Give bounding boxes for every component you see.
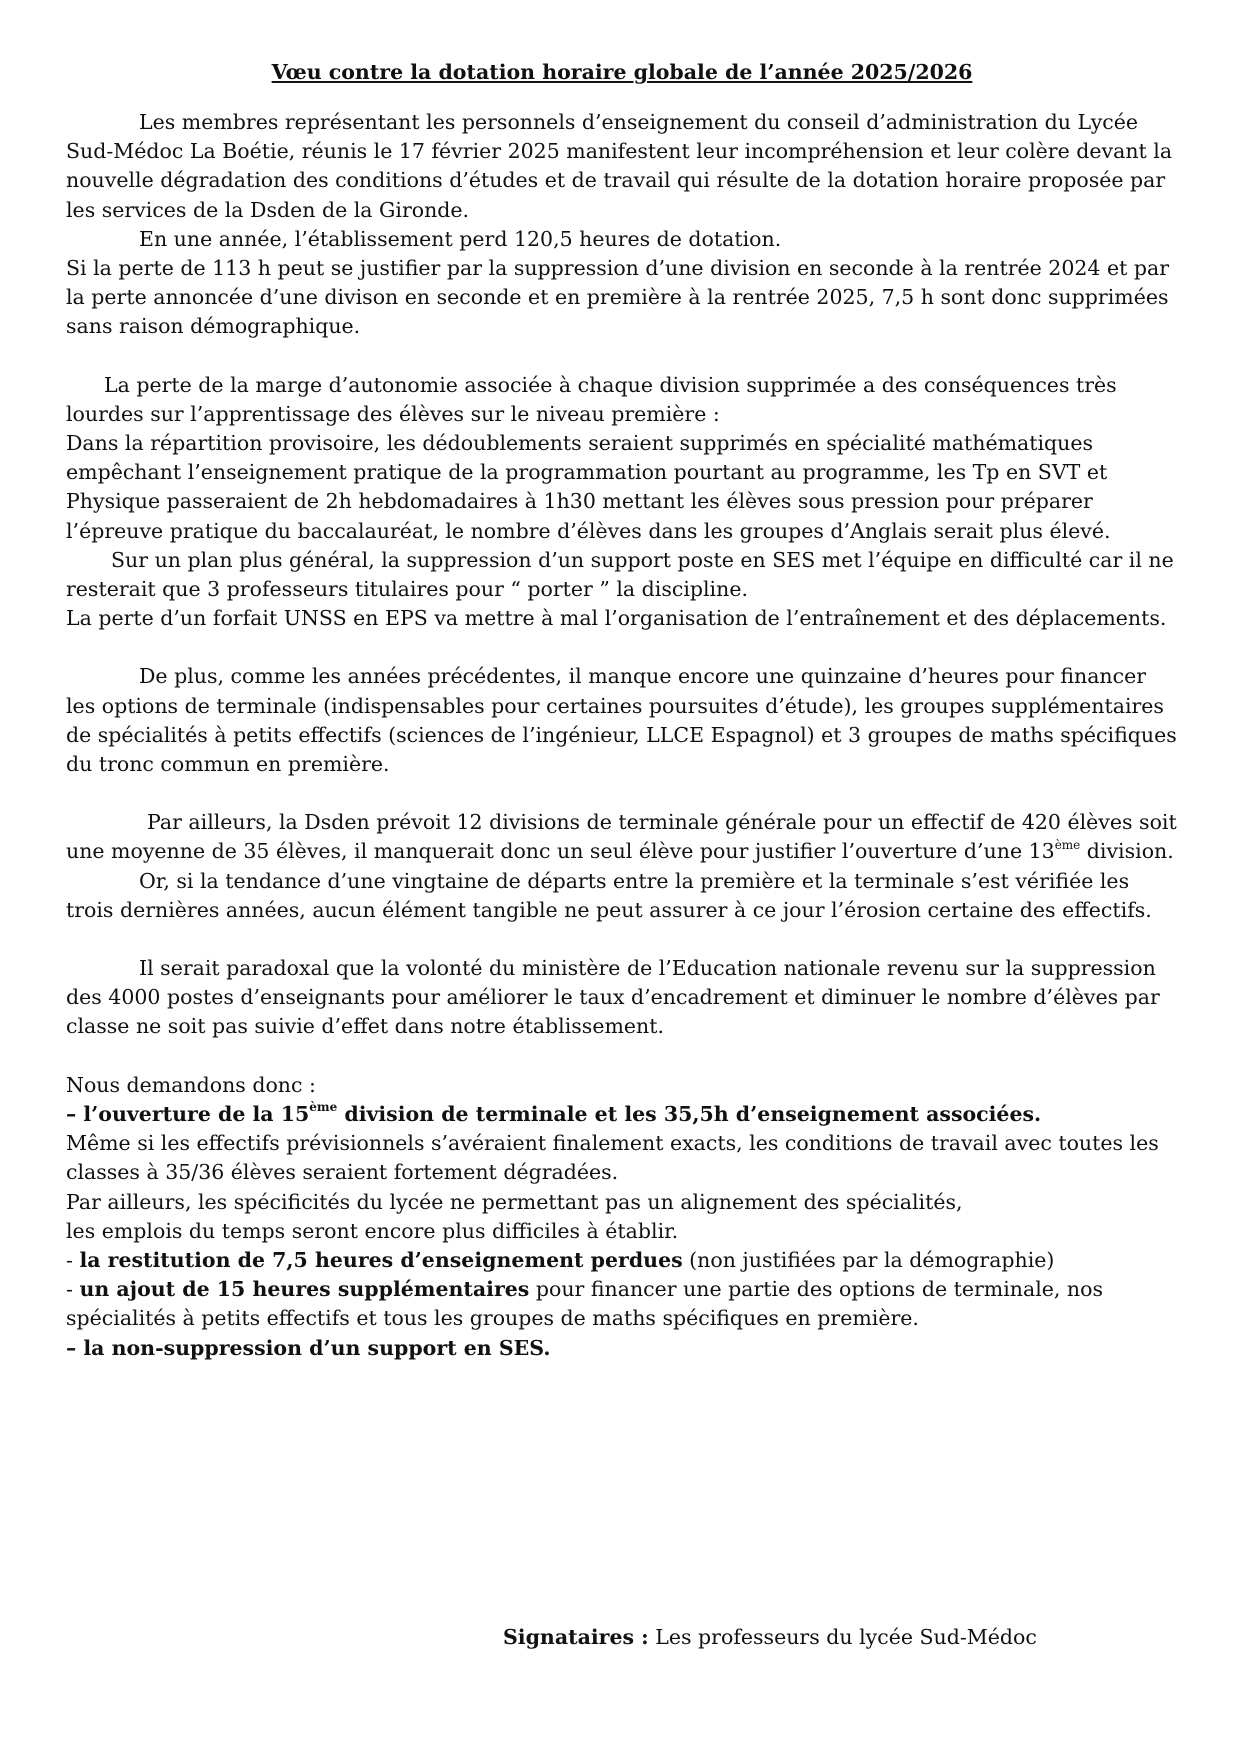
spacer (66, 925, 1178, 954)
paragraph-options: De plus, comme les années précédentes, il manque encore une quinzaine d’heures pour financer les options de terminale (indispensables pour certaines poursuites d’étude), les groupes supplémentaires de spécialités à petits effectifs (sciences de l’ingénieur, LLCE Espagnol) et 3 groupes de maths spécifiques du tronc commun en première. (66, 664, 1177, 777)
demand-extra-hours: - un ajout de 15 heures supplémentaires pour financer une partie des options de terminale, nos spécialités à petits effectifs et tous les groupes de maths spécifiques en première. (66, 1277, 1103, 1331)
spacer (66, 1042, 1178, 1071)
signature-label: Signataires : (503, 1625, 649, 1649)
document-page (66, 58, 1178, 1649)
paragraph-hours-lost: En une année, l’établissement perd 120,5 heures de dotation. (139, 226, 782, 251)
superscript: ème (309, 1100, 338, 1115)
paragraph-justification: Si la perte de 113 h peut se justifier par la suppression d’une division en seconde à la rentrée 2024 et par la perte annoncée d’une divison en seconde et en première à la rentrée 2025, 7,5 h sont donc supprimées sans raison démographique. (66, 256, 1170, 339)
superscript: ème (1054, 837, 1081, 852)
demand-ses: – la non-suppression d’un support en SES. (66, 1335, 551, 1360)
paragraph-ministry: Il serait paradoxal que la volonté du ministère de l’Education nationale revenu sur la suppression des 4000 postes d’enseignants pour améliorer le taux d’encadrement et diminuer le nombre d’élèves par classe ne soit pas suivie d’effet dans notre établissement. (66, 956, 1160, 1039)
demand-note: Par ailleurs, les spécificités du lycée ne permettant pas un alignement des spécialités, (66, 1189, 963, 1214)
signature-text: Les professeurs du lycée Sud-Médoc (648, 1625, 1037, 1649)
paragraph-trend: Or, si la tendance d’une vingtaine de départs entre la première et la terminale s’est vérifiée les trois dernières années, aucun élément tangible ne peut assurer à ce jour l’érosion certaine des effectifs. (66, 868, 1152, 922)
paragraph-ses-support: Sur un plan plus général, la suppression d’un support poste en SES met l’équipe en difficulté car il ne resterait que 3 professeurs titulaires pour “ porter ” la discipline. (66, 547, 1174, 602)
paragraph-provisional-distribution: Dans la répartition provisoire, les dédoublements seraient supprimés en spécialité mathématiques empêchant l’enseignement pratique de la programmation pourtant au programme, les Tp en SVT et Physique passeraient de 2h hebdomadaires à 1h30 mettant les élèves sous pression pour préparer l’épreuve pratique du baccalauréat, le nombre d’élèves dans les groupes d’Anglais serait plus élevé. (66, 431, 1111, 543)
spacer (66, 779, 1178, 808)
demand-note: les emplois du temps seront encore plus difficiles à établir. (66, 1218, 679, 1243)
spacer (66, 633, 1178, 662)
signature-line (503, 1623, 1203, 1652)
spacer (66, 342, 1178, 371)
document-title: Vœu contre la dotation horaire globale de l’année 2025/2026 (271, 60, 973, 84)
paragraph-autonomy-margin: La perte de la marge d’autonomie associée à chaque division supprimée a des conséquences très lourdes sur l’apprentissage des élèves sur le niveau première : (66, 372, 1117, 426)
paragraph-divisions: Par ailleurs, la Dsden prévoit 12 divisions de terminale générale pour un effectif de 420 élèves soit une moyenne de 35 élèves, il manquerait donc un seul élève pour justifier l’ouverture d’une 13ème division. (66, 810, 1177, 864)
demand-restitution: - la restitution de 7,5 heures d’enseignement perdues (non justifiées par la démographie) (66, 1247, 1055, 1272)
demand-opening: – l’ouverture de la 15ème division de terminale et les 35,5h d’enseignement associées. (66, 1100, 1042, 1126)
demands-intro: Nous demandons donc : (66, 1072, 316, 1097)
paragraph-unss: La perte d’un forfait UNSS en EPS va mettre à mal l’organisation de l’entraînement et des déplacements. (66, 606, 1167, 631)
paragraph-intro: Les membres représentant les personnels d’enseignement du conseil d’administration du Lycée Sud-Médoc La Boétie, réunis le 17 février 2025 manifestent leur incompréhension et leur colère devant la nouvelle dégradation des conditions d’études et de travail qui résulte de la dotation horaire proposée par les services de la Dsden de la Gironde. (66, 110, 1173, 222)
demand-note: Même si les effectifs prévisionnels s’avéraient finalement exacts, les conditions de travail avec toutes les classes à 35/36 élèves seraient fortement dégradées. (66, 1131, 1159, 1185)
